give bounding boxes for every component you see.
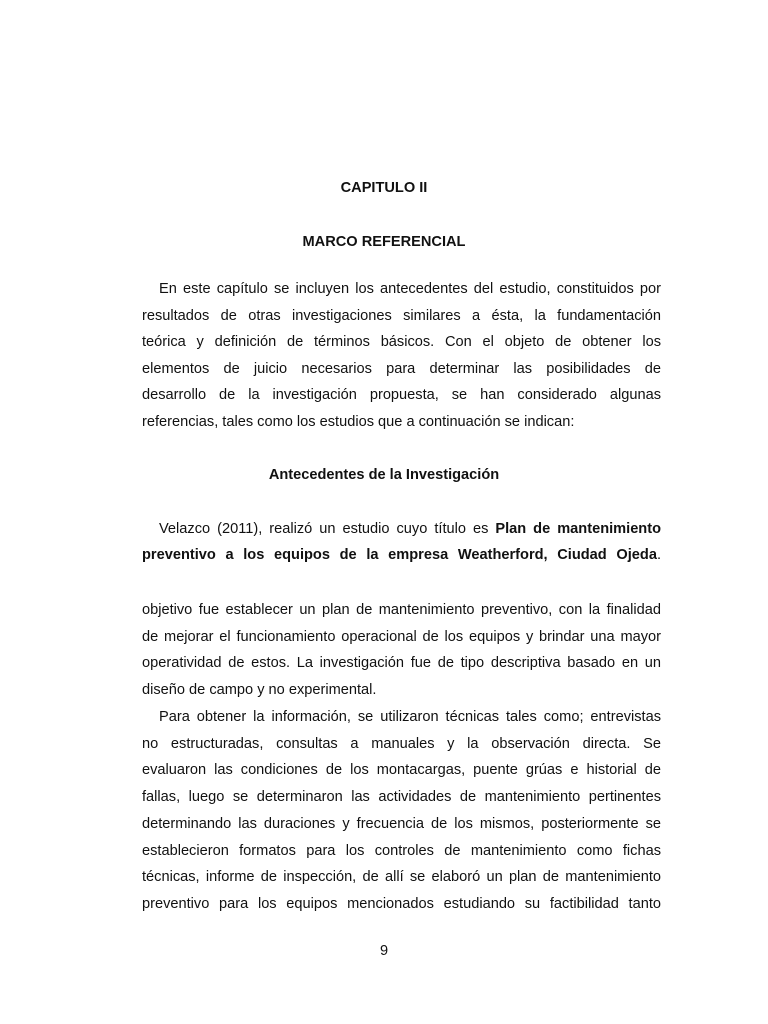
section-title: MARCO REFERENCIAL <box>302 234 466 250</box>
page-number: 9 <box>379 943 389 959</box>
velazco-text: Velazco (2011), realizó un estudio cuyo título es <box>159 521 496 537</box>
methods-line: determinando las duraciones y frecuencia de los mismos, posteriormente se <box>142 816 661 832</box>
objective-line: diseño de campo y no experimental. <box>142 682 377 698</box>
study-title-part-2: preventivo a los equipos de la empresa Weatherford, Ciudad Ojeda <box>142 547 657 563</box>
intro-line: elementos de juicio necesarios para determinar las posibilidades de <box>142 361 661 377</box>
subsection-title: Antecedentes de la Investigación <box>268 467 500 483</box>
methods-line: preventivo para los equipos mencionados estudiando su factibilidad tanto <box>142 896 661 912</box>
objective-line: de mejorar el funcionamiento operacional de los equipos y brindar una mayor <box>142 629 661 645</box>
chapter-title: CAPITULO II <box>340 180 428 196</box>
intro-line: En este capítulo se incluyen los antecedentes del estudio, constituidos por <box>159 281 661 297</box>
intro-line: referencias, tales como los estudios que a continuación se indican: <box>142 414 575 430</box>
methods-line: evaluaron las condiciones de los montacargas, puente grúas e historial de <box>142 762 661 778</box>
objective-line: objetivo fue establecer un plan de mantenimiento preventivo, con la finalidad <box>142 602 661 618</box>
intro-line: desarrollo de la investigación propuesta, se han considerado algunas <box>142 387 661 403</box>
methods-line: no estructuradas, consultas a manuales y la observación directa. Se <box>142 736 661 752</box>
methods-line: técnicas, informe de inspección, de allí se elaboró un plan de mantenimiento <box>142 869 661 885</box>
intro-line: resultados de otras investigaciones similares a ésta, la fundamentación <box>142 308 661 324</box>
methods-line: establecieron formatos para los controles de mantenimiento como fichas <box>142 843 661 859</box>
methods-line: Para obtener la información, se utilizaron técnicas tales como; entrevistas <box>159 709 661 725</box>
velazco-period: . <box>656 547 661 563</box>
velazco-line-1 <box>142 520 661 538</box>
objective-line: operatividad de estos. La investigación fue de tipo descriptiva basado en un <box>142 655 661 671</box>
intro-line: teórica y definición de términos básicos. Con el objeto de obtener los <box>142 334 661 350</box>
study-title-part-1: Plan de mantenimiento <box>495 521 661 537</box>
methods-line: fallas, luego se determinaron las actividades de mantenimiento pertinentes <box>142 789 661 805</box>
velazco-line-2 <box>142 546 661 564</box>
